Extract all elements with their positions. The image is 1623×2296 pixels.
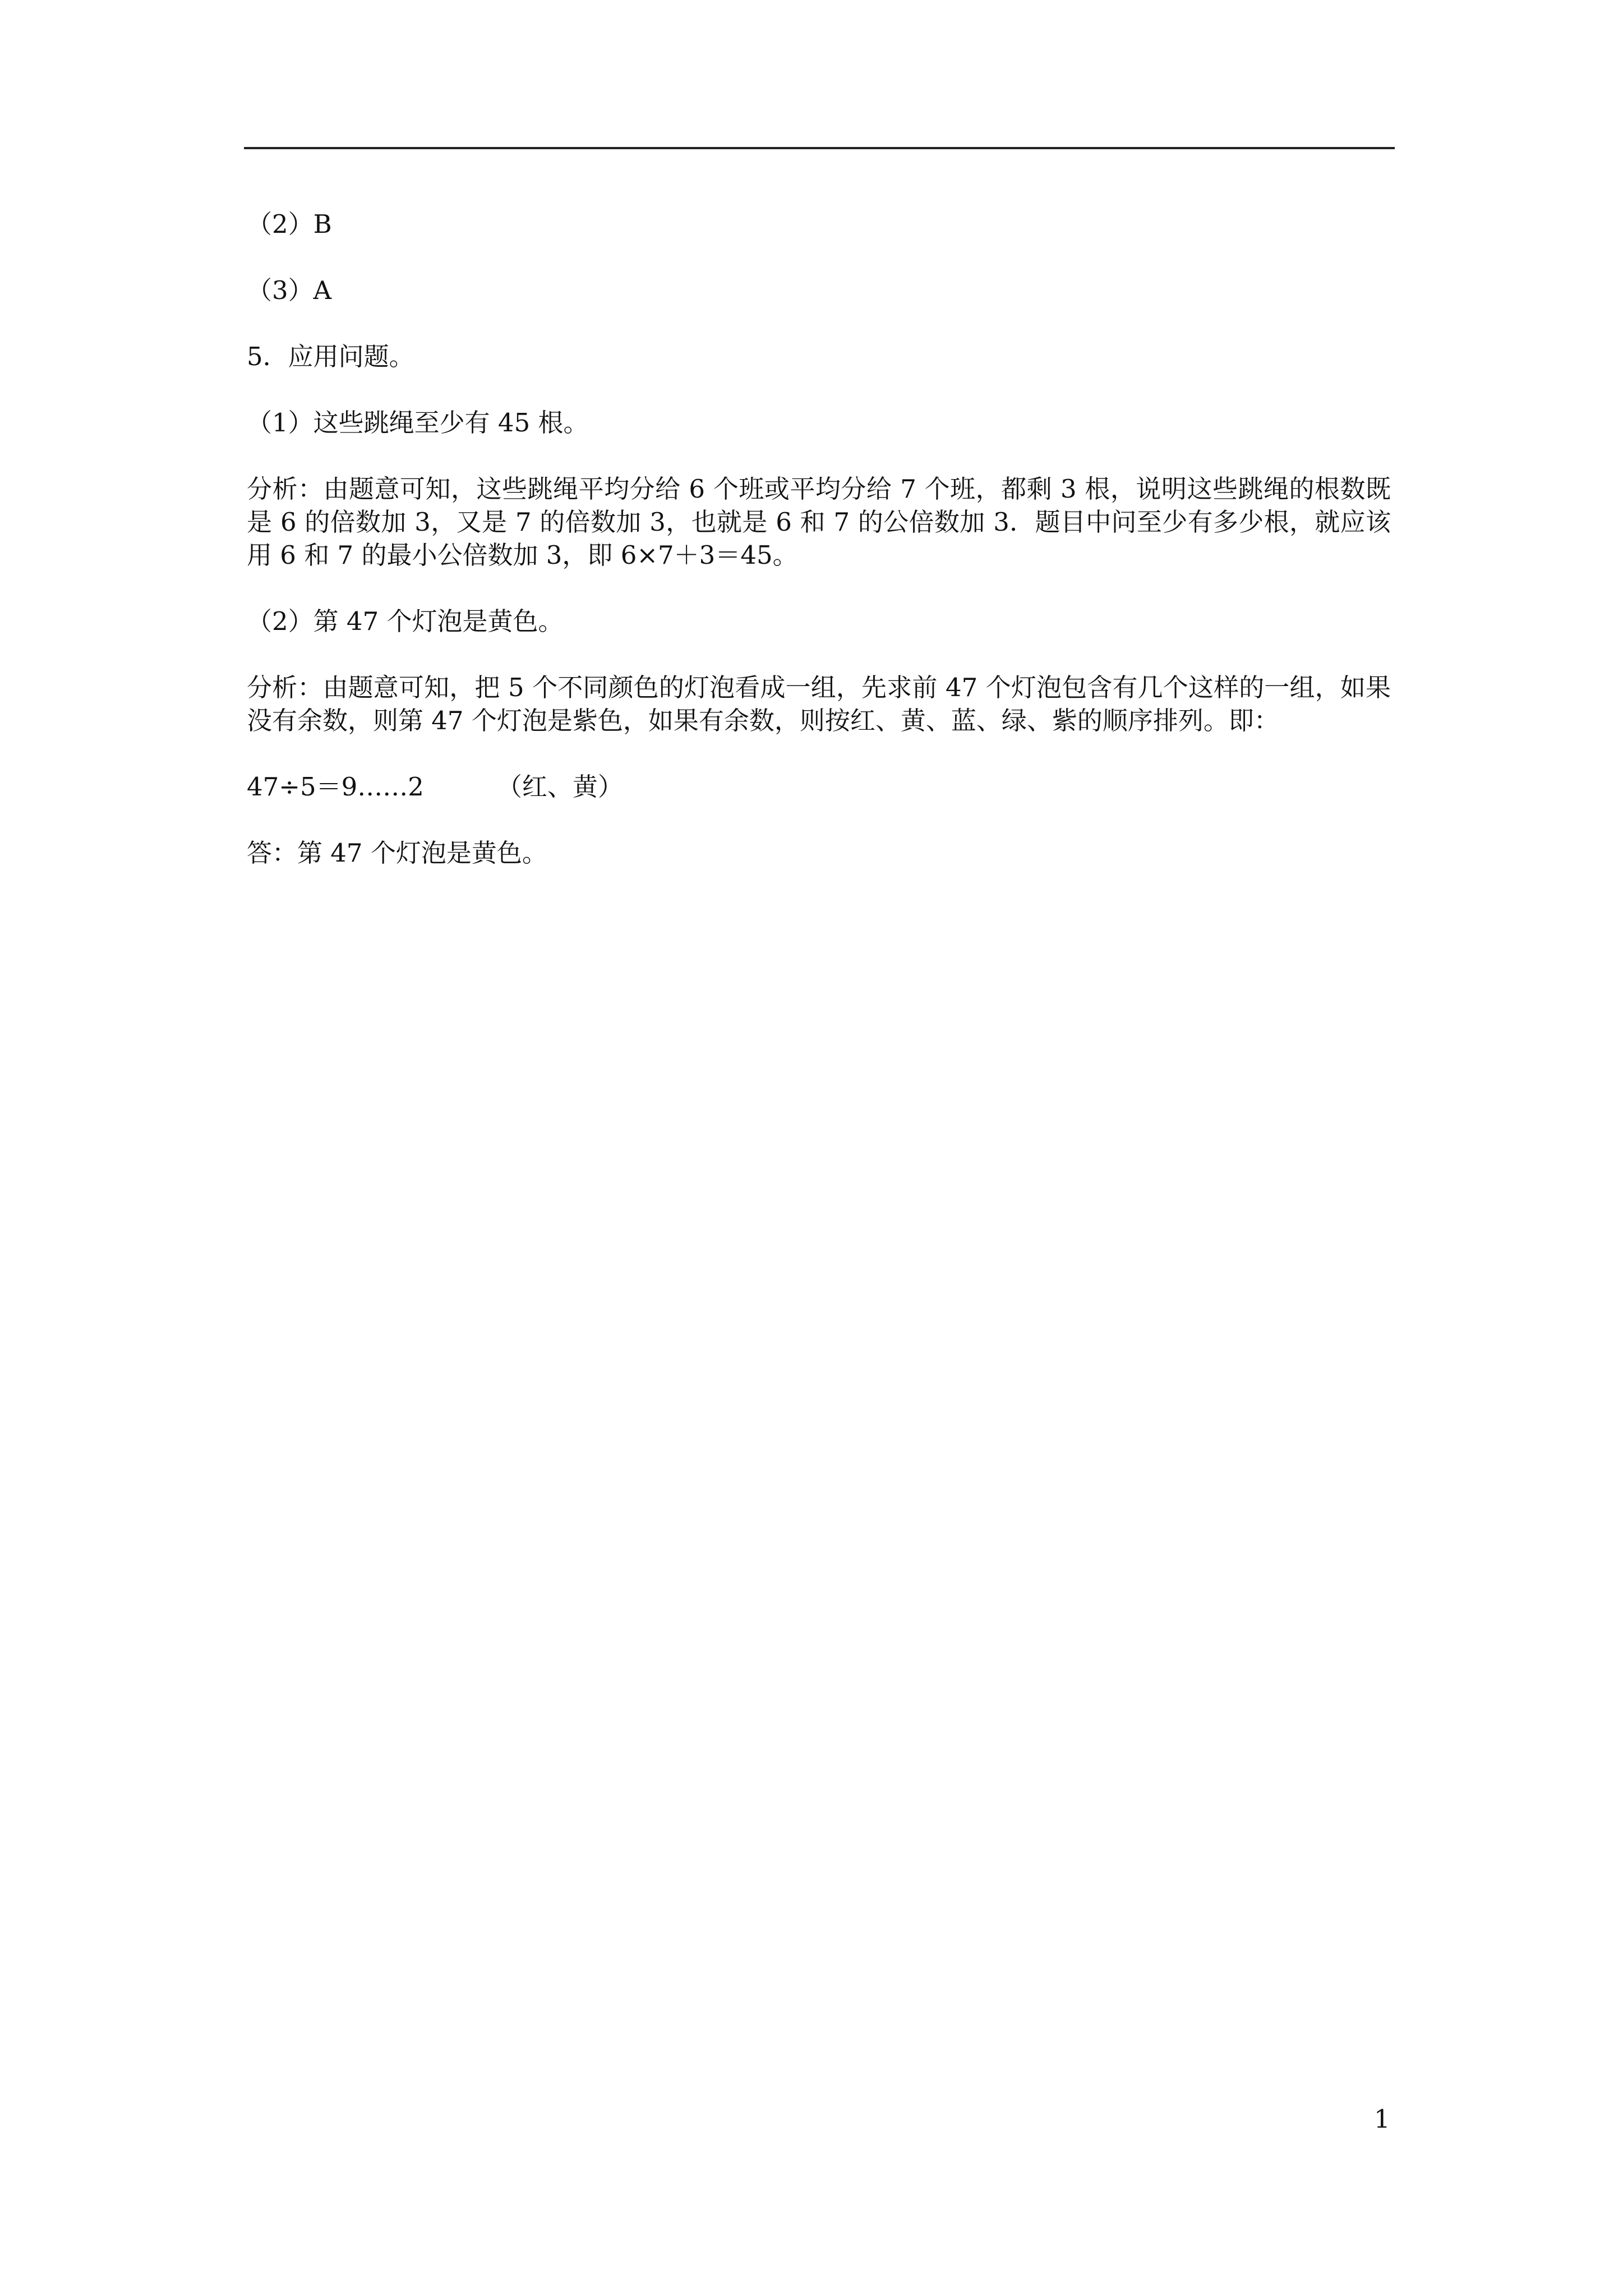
answer-item-3: （3）A bbox=[247, 275, 332, 305]
header-rule bbox=[244, 147, 1395, 149]
answer-item-2: （2）B bbox=[247, 209, 332, 239]
question-2-answer: （2）第 47 个灯泡是黄色。 bbox=[247, 606, 564, 636]
final-answer: 答：第 47 个灯泡是黄色。 bbox=[247, 838, 547, 868]
document-body bbox=[247, 208, 1391, 903]
calculation-line bbox=[247, 770, 1391, 803]
question-1-analysis: 分析：由题意可知，这些跳绳平均分给 6 个班或平均分给 7 个班，都剩 3 根，说明这些跳绳的根数既是 6 的倍数加 3，又是 7 的倍数加 3，也就是 6 和 7 的公倍数加 3．题目中问至少有多少根，就应该用 6 和 7 的最小公倍数加 3，即 6×7＋3＝45。 bbox=[247, 474, 1391, 570]
question-1-answer: （1）这些跳绳至少有 45 根。 bbox=[247, 408, 589, 438]
calculation-expression: 47÷5＝9……2 bbox=[247, 772, 424, 802]
question-2-analysis: 分析：由题意可知，把 5 个不同颜色的灯泡看成一组，先求前 47 个灯泡包含有几个这样的一组，如果没有余数，则第 47 个灯泡是紫色，如果有余数，则按红、黄、蓝、绿、紫的顺序排列。即： bbox=[247, 673, 1391, 735]
calculation-note: （红、黄） bbox=[496, 772, 623, 802]
section-heading: 5．应用问题。 bbox=[247, 342, 414, 371]
page-number: 1 bbox=[1374, 2104, 1390, 2134]
